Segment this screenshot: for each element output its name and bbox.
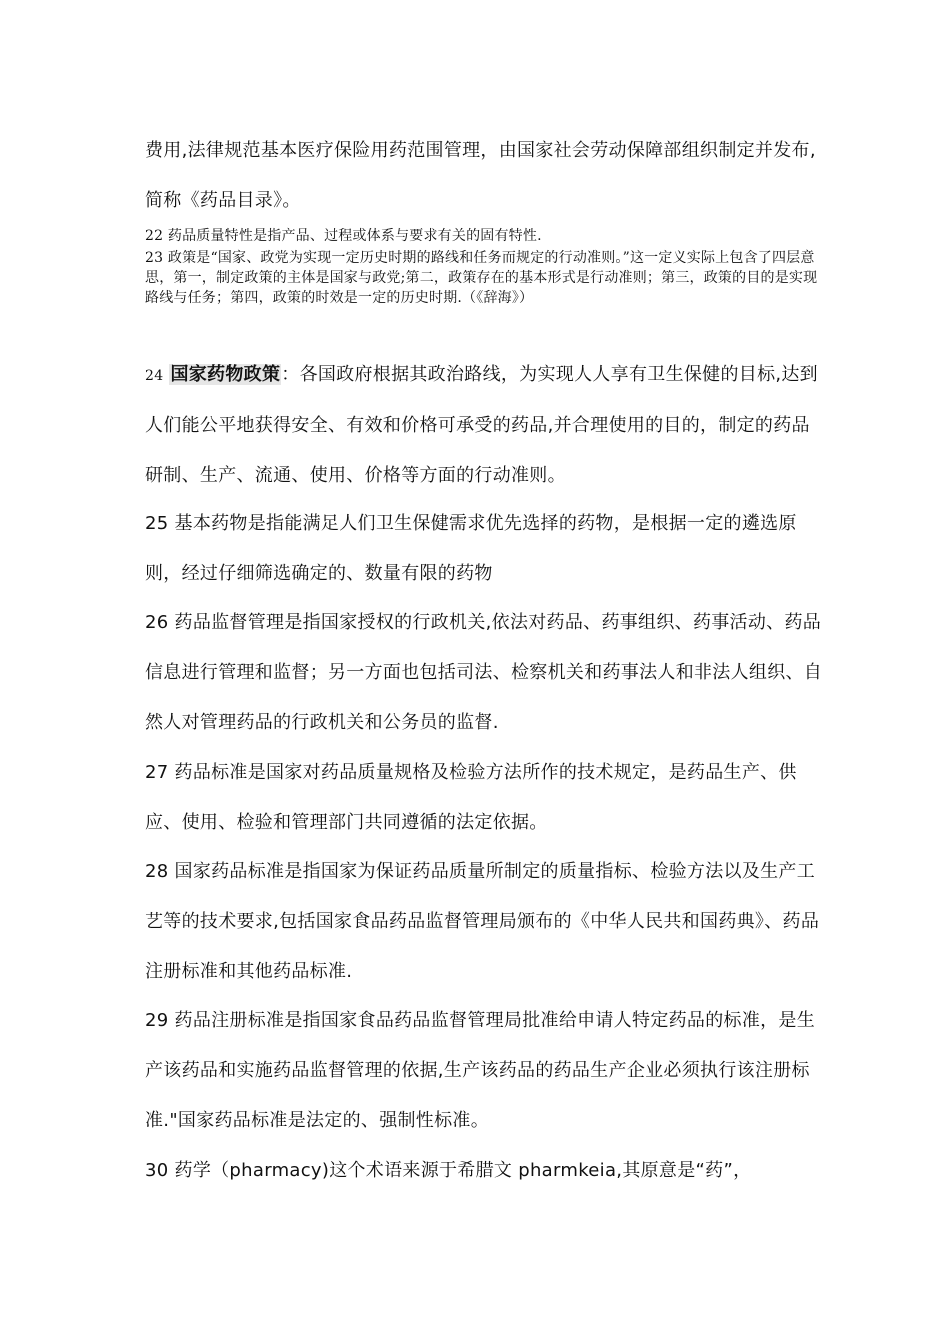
paragraph-continuation: 费用,法律规范基本医疗保险用药范围管理，由国家社会劳动保障部组织制定并发布,简称《药品目录》。	[145, 140, 816, 211]
paragraph-26: 26 药品监督管理是指国家授权的行政机关,依法对药品、药事组织、药事活动、药品信息进行管理和监督；另一方面也包括司法、检察机关和药事法人和非法人组织、自然人对管理药品的行政机关和公务员的监督.	[145, 612, 823, 733]
paragraph-24	[145, 350, 825, 501]
paragraph-23: 23 政策是“国家、政党为实现一定历史时期的路线和任务而规定的行动准则。”这一定义实际上包含了四层意思，第一，制定政策的主体是国家与政党;第二，政策存在的基本形式是行动准则；第三，政策的目的是实现路线与任务；第四，政策的时效是一定的历史时期.（《辞海》）	[145, 250, 818, 306]
paragraph-28: 28 国家药品标准是指国家为保证药品质量所制定的质量指标、检验方法以及生产工艺等的技术要求,包括国家食品药品监督管理局颁布的《中华人民共和国药典》、药品注册标准和其他药品标准.	[145, 861, 820, 982]
paragraph-27: 27 药品标准是国家对药品质量规格及检验方法所作的技术规定，是药品生产、供应、使用、检验和管理部门共同遵循的法定依据。	[145, 762, 797, 833]
paragraph-30: 30 药学（pharmacy)这个术语来源于希腊文 pharmkeia,其原意是“药”，	[145, 1160, 752, 1181]
paragraph-24-number: 24	[145, 368, 164, 384]
paragraph-22: 22 药品质量特性是指产品、过程或体系与要求有关的固有特性.	[145, 228, 542, 244]
paragraph-24-body: ：各国政府根据其政治路线，为实现人人享有卫生保健的目标,达到人们能公平地获得安全、有效和价格可承受的药品,并合理使用的目的，制定的药品研制、生产、流通、使用、价格等方面的行动准则。	[145, 364, 818, 486]
highlighted-term: 国家药物政策	[170, 364, 281, 385]
paragraph-29: 29 药品注册标准是指国家食品药品监督管理局批准给申请人特定药品的标准，是生产该药品和实施药品监督管理的依据,生产该药品的药品生产企业必须执行该注册标准."国家药品标准是法定的、强制性标准。	[145, 1010, 816, 1131]
paragraph-25: 25 基本药物是指能满足人们卫生保健需求优先选择的药物，是根据一定的遴选原则，经过仔细筛选确定的、数量有限的药物	[145, 513, 797, 584]
